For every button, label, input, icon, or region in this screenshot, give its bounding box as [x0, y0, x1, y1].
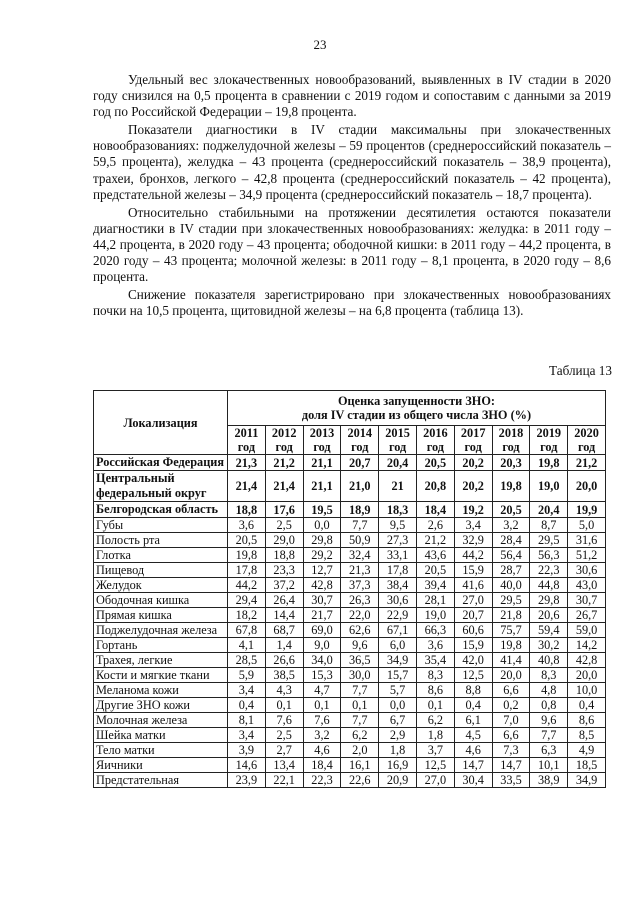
value-cell: 20,3 — [492, 455, 530, 471]
year-header — [303, 426, 341, 455]
value-cell: 6,7 — [379, 713, 417, 728]
row-label: Меланома кожи — [94, 683, 228, 698]
value-cell: 3,9 — [228, 743, 266, 758]
value-cell: 29,8 — [530, 593, 568, 608]
value-cell: 0,1 — [265, 698, 303, 713]
value-cell: 21,8 — [492, 608, 530, 623]
year-word: год — [464, 440, 482, 454]
year-value: 2014 — [347, 426, 373, 440]
value-cell: 21,1 — [303, 455, 341, 471]
table-row — [94, 638, 606, 653]
value-cell: 29,2 — [303, 548, 341, 563]
value-cell: 19,0 — [530, 471, 568, 502]
value-cell: 21 — [379, 471, 417, 502]
value-cell: 30,7 — [568, 593, 606, 608]
value-cell: 37,2 — [265, 578, 303, 593]
value-cell: 18,4 — [303, 758, 341, 773]
value-cell: 4,3 — [265, 683, 303, 698]
value-cell: 41,4 — [492, 653, 530, 668]
table-row — [94, 668, 606, 683]
year-value: 2015 — [385, 426, 410, 440]
row-label: Центральный федеральный округ — [94, 471, 228, 502]
value-cell: 21,3 — [228, 455, 266, 471]
value-cell: 34,9 — [379, 653, 417, 668]
value-cell: 21,2 — [265, 455, 303, 471]
value-cell: 5,0 — [568, 518, 606, 533]
value-cell: 6,6 — [492, 683, 530, 698]
value-cell: 8,7 — [530, 518, 568, 533]
value-cell: 28,4 — [492, 533, 530, 548]
table-row — [94, 713, 606, 728]
row-label: Тело матки — [94, 743, 228, 758]
year-value: 2012 — [271, 426, 297, 440]
table-row — [94, 471, 606, 502]
value-cell: 42,8 — [303, 578, 341, 593]
year-word: год — [540, 440, 558, 454]
value-cell: 5,7 — [379, 683, 417, 698]
value-cell: 29,0 — [265, 533, 303, 548]
year-value: 2020 — [574, 426, 599, 440]
value-cell: 20,2 — [454, 471, 492, 502]
value-cell: 0,1 — [303, 698, 341, 713]
value-cell: 0,4 — [568, 698, 606, 713]
value-cell: 2,5 — [265, 728, 303, 743]
value-cell: 18,5 — [568, 758, 606, 773]
value-cell: 10,0 — [568, 683, 606, 698]
value-cell: 68,7 — [265, 623, 303, 638]
year-word: год — [426, 440, 445, 454]
value-cell: 0,4 — [228, 698, 266, 713]
year-word: год — [313, 440, 331, 454]
year-header — [530, 426, 568, 455]
value-cell: 7,7 — [341, 518, 379, 533]
value-cell: 20,9 — [379, 773, 417, 788]
year-value: 2019 — [536, 426, 562, 440]
value-cell: 33,5 — [492, 773, 530, 788]
table-body — [94, 455, 606, 788]
year-header — [568, 426, 606, 455]
value-cell: 2,6 — [416, 518, 454, 533]
row-label: Белгородская область — [94, 502, 228, 518]
table-row — [94, 758, 606, 773]
value-cell: 16,1 — [341, 758, 379, 773]
table-row — [94, 683, 606, 698]
paragraph: Показатели диагностики в IV стадии максимальны при злокачественных новообразованиях: поджелудочной железы – 59 процентов (среднероссийский показатель – 59,5 процента), желудка – 43 процента (среднероссийский показатель – 38,9 процента), трахеи, бронхов, легкого – 42,8 процента (среднероссийский показатель – 42 процента), предстательной железы – 34,9 процента (среднероссийский показатель – 18,7 процента). — [93, 122, 611, 202]
value-cell: 21,4 — [228, 471, 266, 502]
value-cell: 4,5 — [454, 728, 492, 743]
value-cell: 41,6 — [454, 578, 492, 593]
value-cell: 8,1 — [228, 713, 266, 728]
table-row — [94, 623, 606, 638]
value-cell: 60,6 — [454, 623, 492, 638]
value-cell: 18,9 — [341, 502, 379, 518]
value-cell: 6,1 — [454, 713, 492, 728]
value-cell: 35,4 — [416, 653, 454, 668]
value-cell: 6,0 — [379, 638, 417, 653]
value-cell: 20,5 — [416, 455, 454, 471]
value-cell: 59,4 — [530, 623, 568, 638]
value-cell: 50,9 — [341, 533, 379, 548]
row-label: Яичники — [94, 758, 228, 773]
value-cell: 36,5 — [341, 653, 379, 668]
value-cell: 19,8 — [492, 471, 530, 502]
year-value: 2011 — [234, 426, 259, 440]
value-cell: 19,2 — [454, 502, 492, 518]
value-cell: 26,6 — [265, 653, 303, 668]
value-cell: 20,5 — [416, 563, 454, 578]
year-word: год — [275, 440, 293, 454]
table-title-line: Оценка запущенности ЗНО: — [337, 394, 495, 408]
value-cell: 17,8 — [228, 563, 266, 578]
value-cell: 44,2 — [228, 578, 266, 593]
row-label: Прямая кишка — [94, 608, 228, 623]
year-value: 2016 — [423, 426, 448, 440]
table-label: Таблица 13 — [549, 363, 612, 378]
year-word: год — [577, 440, 596, 454]
value-cell: 15,9 — [454, 638, 492, 653]
row-label: Кости и мягкие ткани — [94, 668, 228, 683]
value-cell: 34,9 — [568, 773, 606, 788]
value-cell: 26,3 — [341, 593, 379, 608]
row-label: Поджелудочная железа — [94, 623, 228, 638]
value-cell: 9,5 — [379, 518, 417, 533]
year-header — [416, 426, 454, 455]
value-cell: 20,4 — [530, 502, 568, 518]
value-cell: 18,3 — [379, 502, 417, 518]
value-cell: 13,4 — [265, 758, 303, 773]
table-title-line: доля IV стадии из общего числа ЗНО (%) — [301, 408, 532, 422]
value-cell: 33,1 — [379, 548, 417, 563]
value-cell: 75,7 — [492, 623, 530, 638]
value-cell: 28,7 — [492, 563, 530, 578]
value-cell: 20,5 — [228, 533, 266, 548]
value-cell: 26,7 — [568, 608, 606, 623]
value-cell: 2,7 — [265, 743, 303, 758]
value-cell: 2,9 — [379, 728, 417, 743]
value-cell: 28,1 — [416, 593, 454, 608]
value-cell: 40,8 — [530, 653, 568, 668]
value-cell: 39,4 — [416, 578, 454, 593]
table-row — [94, 455, 606, 471]
value-cell: 20,6 — [530, 608, 568, 623]
value-cell: 4,1 — [228, 638, 266, 653]
value-cell: 6,2 — [341, 728, 379, 743]
body-text — [93, 72, 611, 321]
value-cell: 21,7 — [303, 608, 341, 623]
value-cell: 21,1 — [303, 471, 341, 502]
value-cell: 62,6 — [341, 623, 379, 638]
value-cell: 8,3 — [416, 668, 454, 683]
value-cell: 20,8 — [416, 471, 454, 502]
page-number: 23 — [313, 37, 327, 52]
value-cell: 9,0 — [303, 638, 341, 653]
value-cell: 31,6 — [568, 533, 606, 548]
value-cell: 66,3 — [416, 623, 454, 638]
value-cell: 19,8 — [530, 455, 568, 471]
value-cell: 32,9 — [454, 533, 492, 548]
value-cell: 43,6 — [416, 548, 454, 563]
table-row — [94, 563, 606, 578]
value-cell: 44,8 — [530, 578, 568, 593]
value-cell: 20,0 — [492, 668, 530, 683]
value-cell: 23,3 — [265, 563, 303, 578]
value-cell: 0,4 — [454, 698, 492, 713]
value-cell: 6,3 — [530, 743, 568, 758]
loc-header: Локализация — [94, 391, 228, 455]
row-label: Молочная железа — [94, 713, 228, 728]
year-header — [492, 426, 530, 455]
year-word: год — [502, 440, 520, 454]
value-cell: 27,3 — [379, 533, 417, 548]
data-table — [93, 390, 606, 788]
year-value: 2017 — [460, 426, 486, 440]
value-cell: 29,8 — [303, 533, 341, 548]
value-cell: 7,7 — [341, 683, 379, 698]
table-row — [94, 502, 606, 518]
value-cell: 8,5 — [568, 728, 606, 743]
value-cell: 30,7 — [303, 593, 341, 608]
paragraph: Снижение показателя зарегистрировано при злокачественных новообразованиях почки на 10,5 процента, щитовидной железы – на 6,8 процента (таблица 13). — [93, 287, 611, 319]
value-cell: 14,2 — [568, 638, 606, 653]
value-cell: 3,2 — [492, 518, 530, 533]
value-cell: 18,4 — [416, 502, 454, 518]
value-cell: 12,7 — [303, 563, 341, 578]
value-cell: 38,5 — [265, 668, 303, 683]
table-row — [94, 743, 606, 758]
value-cell: 40,0 — [492, 578, 530, 593]
value-cell: 16,9 — [379, 758, 417, 773]
value-cell: 19,0 — [416, 608, 454, 623]
value-cell: 20,2 — [454, 455, 492, 471]
value-cell: 43,0 — [568, 578, 606, 593]
value-cell: 30,6 — [379, 593, 417, 608]
value-cell: 23,9 — [228, 773, 266, 788]
table-row — [94, 533, 606, 548]
value-cell: 20,0 — [568, 471, 606, 502]
value-cell: 3,6 — [228, 518, 266, 533]
value-cell: 20,7 — [341, 455, 379, 471]
value-cell: 14,4 — [265, 608, 303, 623]
row-label: Гортань — [94, 638, 228, 653]
table-row — [94, 728, 606, 743]
value-cell: 5,9 — [228, 668, 266, 683]
value-cell: 20,7 — [454, 608, 492, 623]
row-label: Желудок — [94, 578, 228, 593]
table-row — [94, 773, 606, 788]
value-cell: 2,5 — [265, 518, 303, 533]
value-cell: 4,6 — [454, 743, 492, 758]
value-cell: 4,8 — [530, 683, 568, 698]
table-row — [94, 698, 606, 713]
value-cell: 0,0 — [379, 698, 417, 713]
value-cell: 1,8 — [379, 743, 417, 758]
value-cell: 18,8 — [265, 548, 303, 563]
value-cell: 30,0 — [341, 668, 379, 683]
value-cell: 8,6 — [568, 713, 606, 728]
value-cell: 17,8 — [379, 563, 417, 578]
value-cell: 4,7 — [303, 683, 341, 698]
row-label: Трахея, легкие — [94, 653, 228, 668]
value-cell: 29,5 — [530, 533, 568, 548]
value-cell: 32,4 — [341, 548, 379, 563]
value-cell: 27,0 — [416, 773, 454, 788]
paragraph: Удельный вес злокачественных новообразований, выявленных в IV стадии в 2020 году снизился на 0,5 процента в сравнении с 2019 годом и сопоставим с данными за 2019 год по Российской Федерации – 19,8 процента. — [93, 72, 611, 120]
value-cell: 19,9 — [568, 502, 606, 518]
value-cell: 44,2 — [454, 548, 492, 563]
value-cell: 18,2 — [228, 608, 266, 623]
value-cell: 34,0 — [303, 653, 341, 668]
value-cell: 20,4 — [379, 455, 417, 471]
value-cell: 29,4 — [228, 593, 266, 608]
value-cell: 28,5 — [228, 653, 266, 668]
value-cell: 67,1 — [379, 623, 417, 638]
value-cell: 9,6 — [530, 713, 568, 728]
value-cell: 20,5 — [492, 502, 530, 518]
value-cell: 20,0 — [568, 668, 606, 683]
table-row — [94, 593, 606, 608]
value-cell: 12,5 — [416, 758, 454, 773]
year-word: год — [351, 440, 369, 454]
value-cell: 0,8 — [530, 698, 568, 713]
value-cell: 7,6 — [265, 713, 303, 728]
value-cell: 0,0 — [303, 518, 341, 533]
value-cell: 42,8 — [568, 653, 606, 668]
value-cell: 15,7 — [379, 668, 417, 683]
value-cell: 19,8 — [228, 548, 266, 563]
value-cell: 3,4 — [228, 683, 266, 698]
year-value: 2018 — [498, 426, 524, 440]
value-cell: 8,3 — [530, 668, 568, 683]
value-cell: 4,6 — [303, 743, 341, 758]
row-label: Российская Федерация — [94, 455, 228, 471]
value-cell: 15,9 — [454, 563, 492, 578]
table-row — [94, 608, 606, 623]
value-cell: 18,8 — [228, 502, 266, 518]
value-cell: 7,7 — [530, 728, 568, 743]
value-cell: 19,5 — [303, 502, 341, 518]
value-cell: 37,3 — [341, 578, 379, 593]
year-value: 2013 — [309, 426, 335, 440]
value-cell: 7,6 — [303, 713, 341, 728]
table-row — [94, 578, 606, 593]
value-cell: 21,2 — [568, 455, 606, 471]
row-label: Предстательная — [94, 773, 228, 788]
value-cell: 21,4 — [265, 471, 303, 502]
value-cell: 67,8 — [228, 623, 266, 638]
value-cell: 29,5 — [492, 593, 530, 608]
value-cell: 38,4 — [379, 578, 417, 593]
value-cell: 2,0 — [341, 743, 379, 758]
value-cell: 21,0 — [341, 471, 379, 502]
row-label: Глотка — [94, 548, 228, 563]
value-cell: 3,4 — [454, 518, 492, 533]
value-cell: 56,3 — [530, 548, 568, 563]
value-cell: 56,4 — [492, 548, 530, 563]
year-header — [454, 426, 492, 455]
value-cell: 22,9 — [379, 608, 417, 623]
value-cell: 8,8 — [454, 683, 492, 698]
value-cell: 51,2 — [568, 548, 606, 563]
value-cell: 1,4 — [265, 638, 303, 653]
value-cell: 12,5 — [454, 668, 492, 683]
row-label: Пищевод — [94, 563, 228, 578]
value-cell: 6,6 — [492, 728, 530, 743]
value-cell: 30,4 — [454, 773, 492, 788]
value-cell: 0,1 — [416, 698, 454, 713]
table-row — [94, 653, 606, 668]
value-cell: 30,6 — [568, 563, 606, 578]
value-cell: 59,0 — [568, 623, 606, 638]
value-cell: 3,6 — [416, 638, 454, 653]
table-title — [228, 391, 606, 426]
value-cell: 22,3 — [530, 563, 568, 578]
value-cell: 69,0 — [303, 623, 341, 638]
value-cell: 7,7 — [341, 713, 379, 728]
table-row — [94, 548, 606, 563]
value-cell: 0,2 — [492, 698, 530, 713]
year-header — [341, 426, 379, 455]
value-cell: 3,7 — [416, 743, 454, 758]
value-cell: 22,1 — [265, 773, 303, 788]
value-cell: 26,4 — [265, 593, 303, 608]
paragraph: Относительно стабильными на протяжении десятилетия остаются показатели диагностики в IV стадии при злокачественных новообразованиях: желудка: в 2011 году – 44,2 процента, в 2020 году – 43 процента; ободочной кишки: в 2011 году – 44,2 процента, в 2020 году – 43 процента; молочной железы: в 2011 году – 8,1 процента, в 2020 году – 8,6 процента. — [93, 204, 611, 285]
value-cell: 14,6 — [228, 758, 266, 773]
value-cell: 7,0 — [492, 713, 530, 728]
row-label: Полость рта — [94, 533, 228, 548]
value-cell: 22,3 — [303, 773, 341, 788]
value-cell: 17,6 — [265, 502, 303, 518]
year-header — [228, 426, 266, 455]
value-cell: 22,0 — [341, 608, 379, 623]
row-label: Шейка матки — [94, 728, 228, 743]
value-cell: 1,8 — [416, 728, 454, 743]
year-header — [265, 426, 303, 455]
value-cell: 9,6 — [341, 638, 379, 653]
value-cell: 8,6 — [416, 683, 454, 698]
value-cell: 10,1 — [530, 758, 568, 773]
year-word: год — [237, 440, 256, 454]
value-cell: 27,0 — [454, 593, 492, 608]
value-cell: 21,2 — [416, 533, 454, 548]
value-cell: 14,7 — [454, 758, 492, 773]
value-cell: 3,2 — [303, 728, 341, 743]
value-cell: 7,3 — [492, 743, 530, 758]
value-cell: 42,0 — [454, 653, 492, 668]
row-label: Губы — [94, 518, 228, 533]
value-cell: 30,2 — [530, 638, 568, 653]
value-cell: 6,2 — [416, 713, 454, 728]
year-word: год — [388, 440, 407, 454]
row-label: Ободочная кишка — [94, 593, 228, 608]
value-cell: 14,7 — [492, 758, 530, 773]
row-label: Другие ЗНО кожи — [94, 698, 228, 713]
value-cell: 19,8 — [492, 638, 530, 653]
value-cell: 3,4 — [228, 728, 266, 743]
value-cell: 22,6 — [341, 773, 379, 788]
year-header — [379, 426, 417, 455]
value-cell: 38,9 — [530, 773, 568, 788]
value-cell: 0,1 — [341, 698, 379, 713]
value-cell: 4,9 — [568, 743, 606, 758]
table-row — [94, 518, 606, 533]
value-cell: 15,3 — [303, 668, 341, 683]
value-cell: 21,3 — [341, 563, 379, 578]
